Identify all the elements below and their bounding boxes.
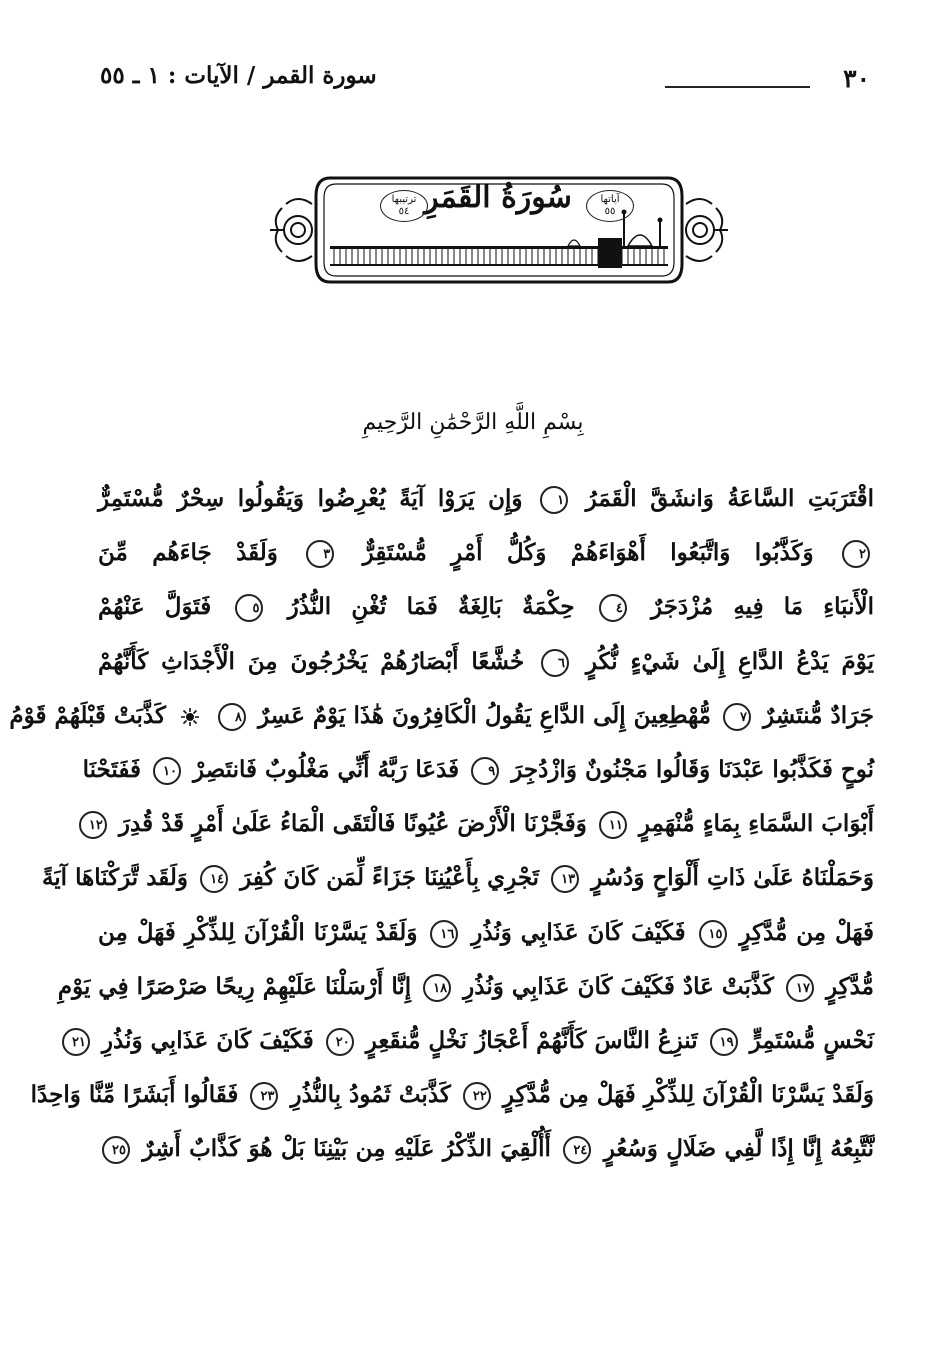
ayah-number-marker: ١٨: [423, 974, 451, 1002]
verse-text: وَلَقَدْ يَسَّرْنَا الْقُرْآنَ لِلذِّكْرِ فَهَلْ مِن مُّدَّكِرٍ: [502, 1081, 874, 1109]
verse-text: كَذَّبَتْ ثَمُودُ بِالنُّذُرِ: [290, 1081, 451, 1109]
verses-count-badge: [586, 190, 634, 222]
verse-text: مُّهْطِعِينَ إِلَى الدَّاعِ يَقُولُ الْكَافِرُونَ هَٰذَا يَوْمٌ عَسِرٌ: [257, 701, 711, 729]
ayah-number-marker: ٢: [842, 540, 870, 568]
running-header: [100, 62, 870, 102]
ayah-number-marker: ٢١: [62, 1028, 90, 1056]
verses-block: [9, 472, 875, 1176]
verse-line: [88, 797, 874, 851]
verse-text: يَوْمَ يَدْعُ الدَّاعِ إِلَىٰ شَيْءٍ نُّكُرٍ: [585, 647, 874, 675]
ayah-number-marker: ٢٥: [102, 1136, 130, 1164]
basmala: بِسْمِ اللَّهِ الرَّحْمَٰنِ الرَّحِيمِ: [362, 410, 584, 435]
verse-line: [57, 960, 874, 1014]
verse-text: أَأُلْقِيَ الذِّكْرُ عَلَيْهِ مِن بَيْنِنَا بَلْ هُوَ كَذَّابٌ أَشِرٌ: [142, 1135, 551, 1163]
ayah-number-marker: ١٧: [786, 974, 814, 1002]
verse-text: نُوحٍ فَكَذَّبُوا عَبْدَنَا وَقَالُوا مَجْنُونٌ وَازْدُجِرَ: [511, 755, 874, 783]
verses-number: ٥٥: [604, 206, 616, 217]
verse-line: [98, 906, 874, 960]
verse-text: وَكَذَّبُوا وَاتَّبَعُوا أَهْوَاءَهُمْ وَكُلُّ أَمْرٍ مُّسْتَقِرٌّ: [362, 539, 814, 567]
ayah-number-marker: ٢٢: [463, 1082, 491, 1110]
verse-text: وَلَقَدْ جَاءَهُم مِّنَ: [98, 539, 278, 567]
ayah-number-marker: ٦: [541, 649, 569, 677]
ayah-number-marker: ١٣: [551, 865, 579, 893]
verse-line: [98, 635, 874, 689]
verse-text: وَحَمَلْنَاهُ عَلَىٰ ذَاتِ أَلْوَاحٍ وَدُسُرٍ: [591, 864, 874, 892]
verse-text: جَرَادٌ مُّنتَشِرٌ: [763, 701, 874, 729]
header-rule: [665, 86, 810, 88]
ayah-number-marker: ٤: [599, 594, 627, 622]
surah-title-frame: [268, 168, 730, 292]
verse-text: كَذَّبَتْ عَادٌ فَكَيْفَ كَانَ عَذَابِي وَنُذُرِ: [463, 972, 774, 1000]
verse-text: أَبْوَابَ السَّمَاءِ بِمَاءٍ مُّنْهَمِرٍ: [638, 810, 874, 838]
ayah-number-marker: ٥: [235, 594, 263, 622]
verse-line: [30, 1068, 874, 1122]
ayah-number-marker: ١١: [599, 811, 627, 839]
ayah-number-marker: ٢٣: [250, 1082, 278, 1110]
verse-text: تَنزِعُ النَّاسَ كَأَنَّهُمْ أَعْجَازُ نَخْلٍ مُّنقَعِرٍ: [365, 1026, 698, 1054]
verse-text: فَكَيْفَ كَانَ عَذَابِي وَنُذُرِ: [471, 918, 686, 946]
verse-text: نَّتَّبِعُهُ إِنَّا إِذًا لَّفِي ضَلَالٍ وَسُعُرٍ: [603, 1135, 874, 1163]
ayah-number-marker: ١٤: [200, 865, 228, 893]
verse-line: [9, 689, 874, 743]
ayah-number-marker: ٢٤: [563, 1136, 591, 1164]
verses-label: آياتها: [600, 194, 620, 205]
star-ornament-icon: [180, 707, 200, 727]
verse-text: مُّدَّكِرٍ: [825, 972, 874, 1000]
verse-text: خُشَّعًا أَبْصَارُهُمْ يَخْرُجُونَ مِنَ الْأَجْدَاثِ كَأَنَّهُمْ: [98, 647, 525, 675]
verse-text: فَكَيْفَ كَانَ عَذَابِي وَنُذُرِ: [101, 1026, 314, 1054]
ayah-number-marker: ١٦: [430, 920, 458, 948]
verse-line: [41, 851, 874, 905]
ayah-number-marker: ١: [540, 486, 568, 514]
verse-text: فَدَعَا رَبَّهُ أَنِّي مَغْلُوبٌ فَانتَصِرْ: [193, 755, 460, 783]
verse-text: فَفَتَحْنَا: [82, 755, 141, 783]
ayah-number-marker: ٢٠: [326, 1028, 354, 1056]
verse-text: اقْتَرَبَتِ السَّاعَةُ وَانشَقَّ الْقَمَرُ: [585, 485, 875, 512]
verse-line: [82, 743, 874, 797]
order-label: ترتيبها: [391, 194, 417, 205]
ayah-number-marker: ٩: [471, 757, 499, 785]
verse-text: وَإِن يَرَوْا آيَةً يُعْرِضُوا وَيَقُولُوا سِحْرٌ مُّسْتَمِرٌّ: [98, 485, 523, 512]
verse-text: وَلَقَدْ يَسَّرْنَا الْقُرْآنَ لِلذِّكْرِ فَهَلْ مِن: [98, 918, 418, 946]
ayah-number-marker: ٧: [723, 703, 751, 731]
verse-line: [71, 1014, 874, 1068]
ayah-number-marker: ١٩: [710, 1028, 738, 1056]
verse-text: فَتَوَلَّ عَنْهُمْ: [98, 593, 212, 621]
ayah-number-marker: ١٠: [153, 757, 181, 785]
header-title: سورة القمر / الآيات : ١ ـ ٥٥: [100, 62, 377, 89]
verse-text: كَذَّبَتْ قَبْلَهُمْ قَوْمُ: [9, 701, 166, 729]
verse-line: [98, 580, 874, 634]
verse-line: [98, 526, 874, 580]
ayah-number-marker: ١٢: [79, 811, 107, 839]
verse-text: وَفَجَّرْنَا الْأَرْضَ عُيُونًا فَالْتَقَى الْمَاءُ عَلَىٰ أَمْرٍ قَدْ قُدِرَ: [118, 810, 587, 838]
verse-text: تَجْرِي بِأَعْيُنِنَا جَزَاءً لِّمَن كَانَ كُفِرَ: [240, 864, 540, 892]
verse-text: نَحْسٍ مُّسْتَمِرٍّ: [749, 1026, 874, 1054]
ayah-number-marker: ٨: [218, 703, 246, 731]
verse-line: [98, 1122, 874, 1176]
surah-order-badge: [380, 190, 428, 222]
page-number: ٣٠: [843, 64, 870, 93]
surah-name: سُورَةُ القَمَرِ: [424, 180, 572, 215]
ayah-number-marker: ١٥: [699, 920, 727, 948]
verse-text: الْأَنبَاءِ مَا فِيهِ مُزْدَجَرٌ: [651, 593, 874, 621]
ayah-number-marker: ٣: [306, 540, 334, 568]
verse-text: فَهَلْ مِن مُّدَّكِرٍ: [739, 918, 875, 946]
verse-text: فَقَالُوا أَبَشَرًا مِّنَّا وَاحِدًا: [30, 1081, 239, 1109]
order-number: ٥٤: [398, 206, 410, 217]
verse-text: حِكْمَةٌ بَالِغَةٌ فَمَا تُغْنِ النُّذُرُ: [287, 593, 575, 621]
verse-line: [98, 472, 874, 526]
verse-text: وَلَقَد تَّرَكْنَاهَا آيَةً: [41, 864, 189, 892]
verse-text: إِنَّا أَرْسَلْنَا عَلَيْهِمْ رِيحًا صَرْصَرًا فِي يَوْمِ: [57, 972, 412, 1000]
